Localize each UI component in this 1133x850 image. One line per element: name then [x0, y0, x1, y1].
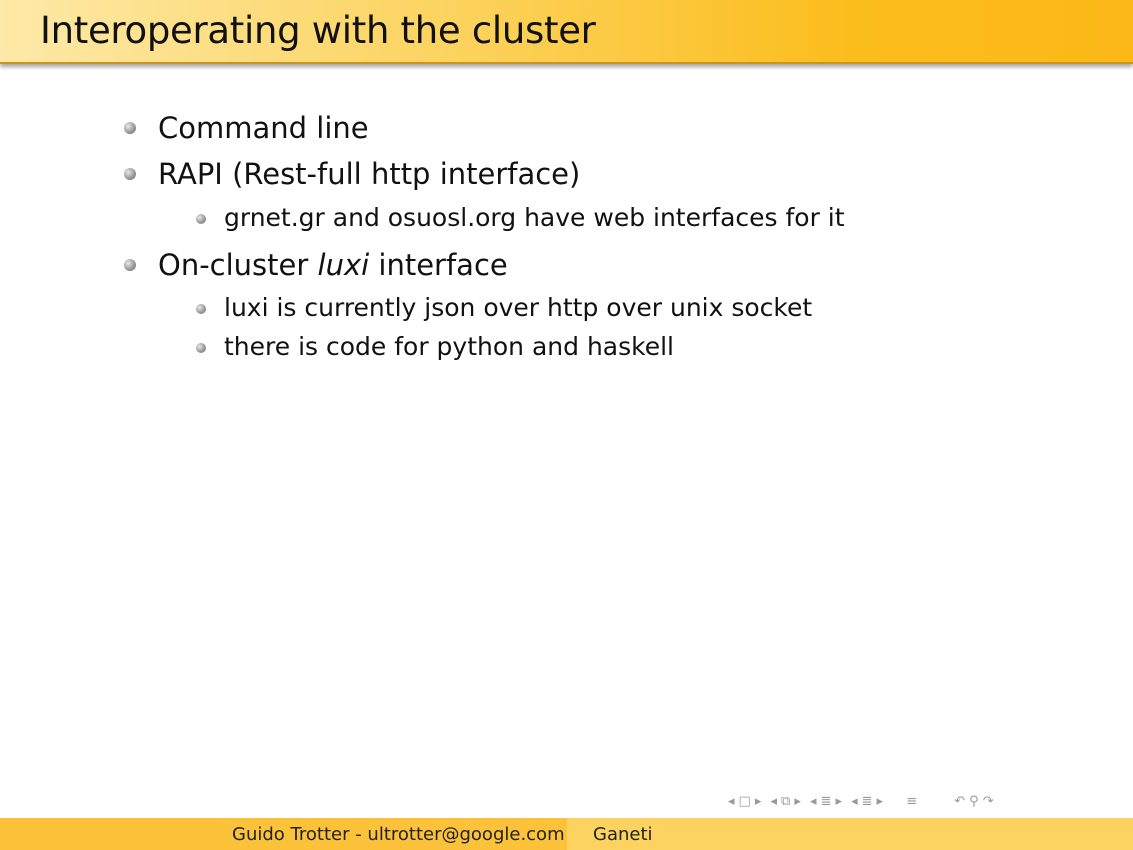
bullet-icon	[124, 122, 136, 134]
align-icon[interactable]: ≡	[906, 794, 919, 809]
list-item	[158, 247, 508, 283]
bullet-icon	[124, 259, 136, 271]
search-icon[interactable]: ⚲	[969, 794, 980, 809]
list-item: grnet.gr and osuosl.org have web interfaces for it	[224, 203, 845, 232]
slide-title: Interoperating with the cluster	[40, 9, 596, 52]
back-icon[interactable]: ↶	[954, 794, 967, 809]
subsection-icon[interactable]: ≣	[820, 794, 833, 809]
list-item: there is code for python and haskell	[224, 332, 674, 361]
list-item-text: On-cluster	[158, 248, 318, 282]
nav-right-arrow-icon[interactable]: ▸	[794, 794, 802, 809]
nav-right-arrow-icon[interactable]: ▸	[754, 794, 763, 809]
sub-bullet-icon	[196, 343, 206, 353]
sub-bullet-icon	[196, 214, 206, 224]
list-item-italic: luxi	[317, 248, 370, 282]
frame-icon[interactable]: □	[738, 794, 752, 809]
nav-left-arrow-icon[interactable]: ◂	[770, 794, 779, 809]
footer-author-panel	[0, 818, 567, 850]
footer-title-panel	[567, 818, 1133, 850]
sub-bullet-icon	[196, 304, 206, 314]
footer-short-title: Ganeti	[593, 824, 653, 845]
nav-left-arrow-icon[interactable]: ◂	[728, 794, 736, 809]
list-item: RAPI (Rest-full http interface)	[158, 157, 581, 191]
list-item: Command line	[158, 111, 369, 145]
section-icon[interactable]: ⧉	[781, 794, 792, 809]
subsection-icon[interactable]: ≣	[861, 794, 874, 809]
bullet-icon	[124, 168, 136, 180]
nav-right-arrow-icon[interactable]: ▸	[835, 794, 843, 809]
title-bar	[0, 0, 1133, 64]
forward-icon[interactable]: ↷	[982, 794, 995, 809]
footer	[0, 818, 1133, 850]
nav-left-arrow-icon[interactable]: ◂	[851, 794, 859, 809]
nav-left-arrow-icon[interactable]: ◂	[810, 794, 818, 809]
list-item: luxi is currently json over http over unix socket	[224, 293, 813, 322]
beamer-navigation[interactable]	[728, 794, 998, 809]
nav-right-arrow-icon[interactable]: ▸	[876, 794, 885, 809]
footer-author: Guido Trotter - ultrotter@google.com	[232, 824, 565, 845]
list-item-text: interface	[369, 248, 508, 282]
